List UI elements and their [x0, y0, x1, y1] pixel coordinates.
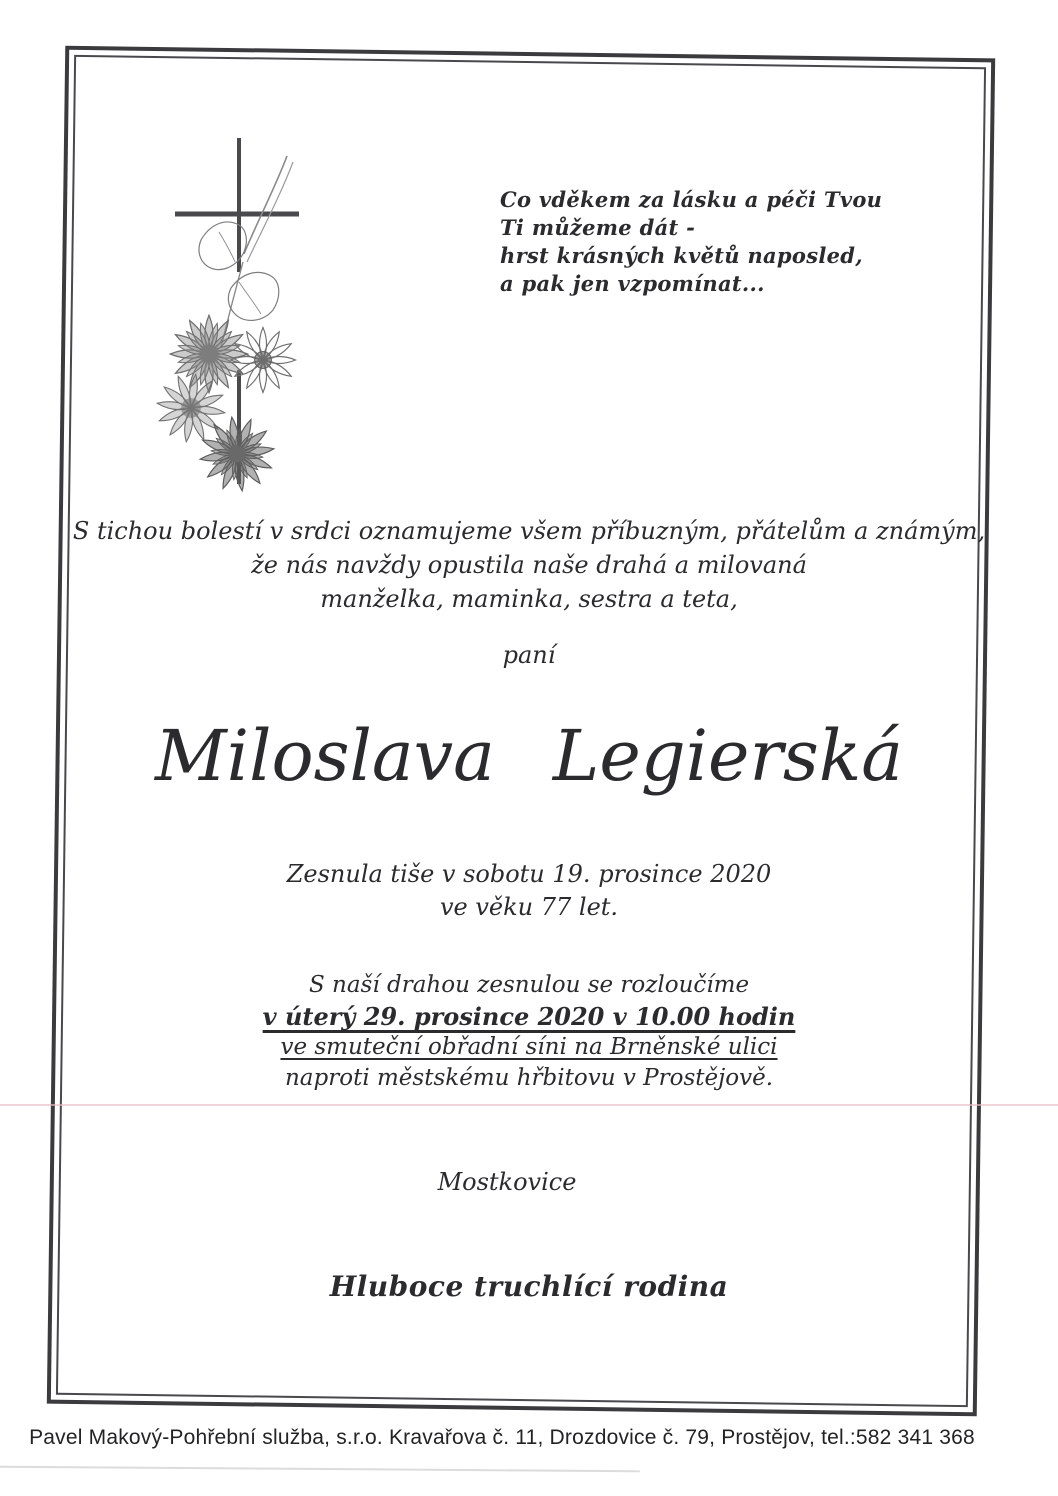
poem-line: Ti můžeme dát - [500, 215, 696, 240]
farewell-datetime: v úterý 29. prosince 2020 v 10.00 hodin [262, 1002, 796, 1031]
salutation-text: paní [502, 641, 556, 669]
deceased-last-name: Legierská [552, 715, 903, 797]
farewell-intro: S naší drahou zesnulou se rozloučíme [308, 972, 750, 998]
passing-date-line: Zesnula tiše v sobotu 19. prosince 2020 [286, 860, 772, 888]
farewell-venue: ve smuteční obřadní síni na Brněnské ulici [280, 1034, 778, 1060]
poem-line: Co vděkem za lásku a péči Tvou [500, 187, 883, 212]
farewell-block [0, 970, 1058, 1094]
hometown-text: Mostkovice [437, 1168, 577, 1196]
deceased-first-name: Miloslava [155, 715, 495, 797]
deceased-name [0, 708, 1058, 804]
passing-info-block [0, 858, 1058, 924]
scan-artifact-bottom-line [0, 1466, 640, 1472]
memorial-cross-with-flowers-icon [135, 122, 347, 504]
announcement-block [0, 514, 1058, 616]
scan-artifact-pink-line [0, 1104, 1058, 1106]
farewell-venue-detail: naproti městskému hřbitovu v Prostějově. [284, 1065, 774, 1091]
funeral-service-contact: Pavel Makový-Pohřební služba, s.r.o. Kravařova č. 11, Drozdovice č. 79, Prostějov, tel.:582 341 368 [29, 1426, 975, 1449]
closing-text: Hluboce truchlící rodina [329, 1270, 729, 1303]
announcement-line: že nás navždy opustila naše drahá a milovaná [251, 551, 807, 579]
announcement-line: S tichou bolestí v srdci oznamujeme všem příbuzným, přátelům a známým, [72, 517, 986, 545]
passing-age-line: ve věku 77 let. [439, 893, 619, 921]
poem-block [500, 186, 882, 298]
announcement-line: manželka, maminka, sestra a teta, [320, 585, 738, 613]
poem-line: a pak jen vzpomínat... [500, 271, 765, 296]
poem-line: hrst krásných květů naposled, [500, 243, 863, 268]
